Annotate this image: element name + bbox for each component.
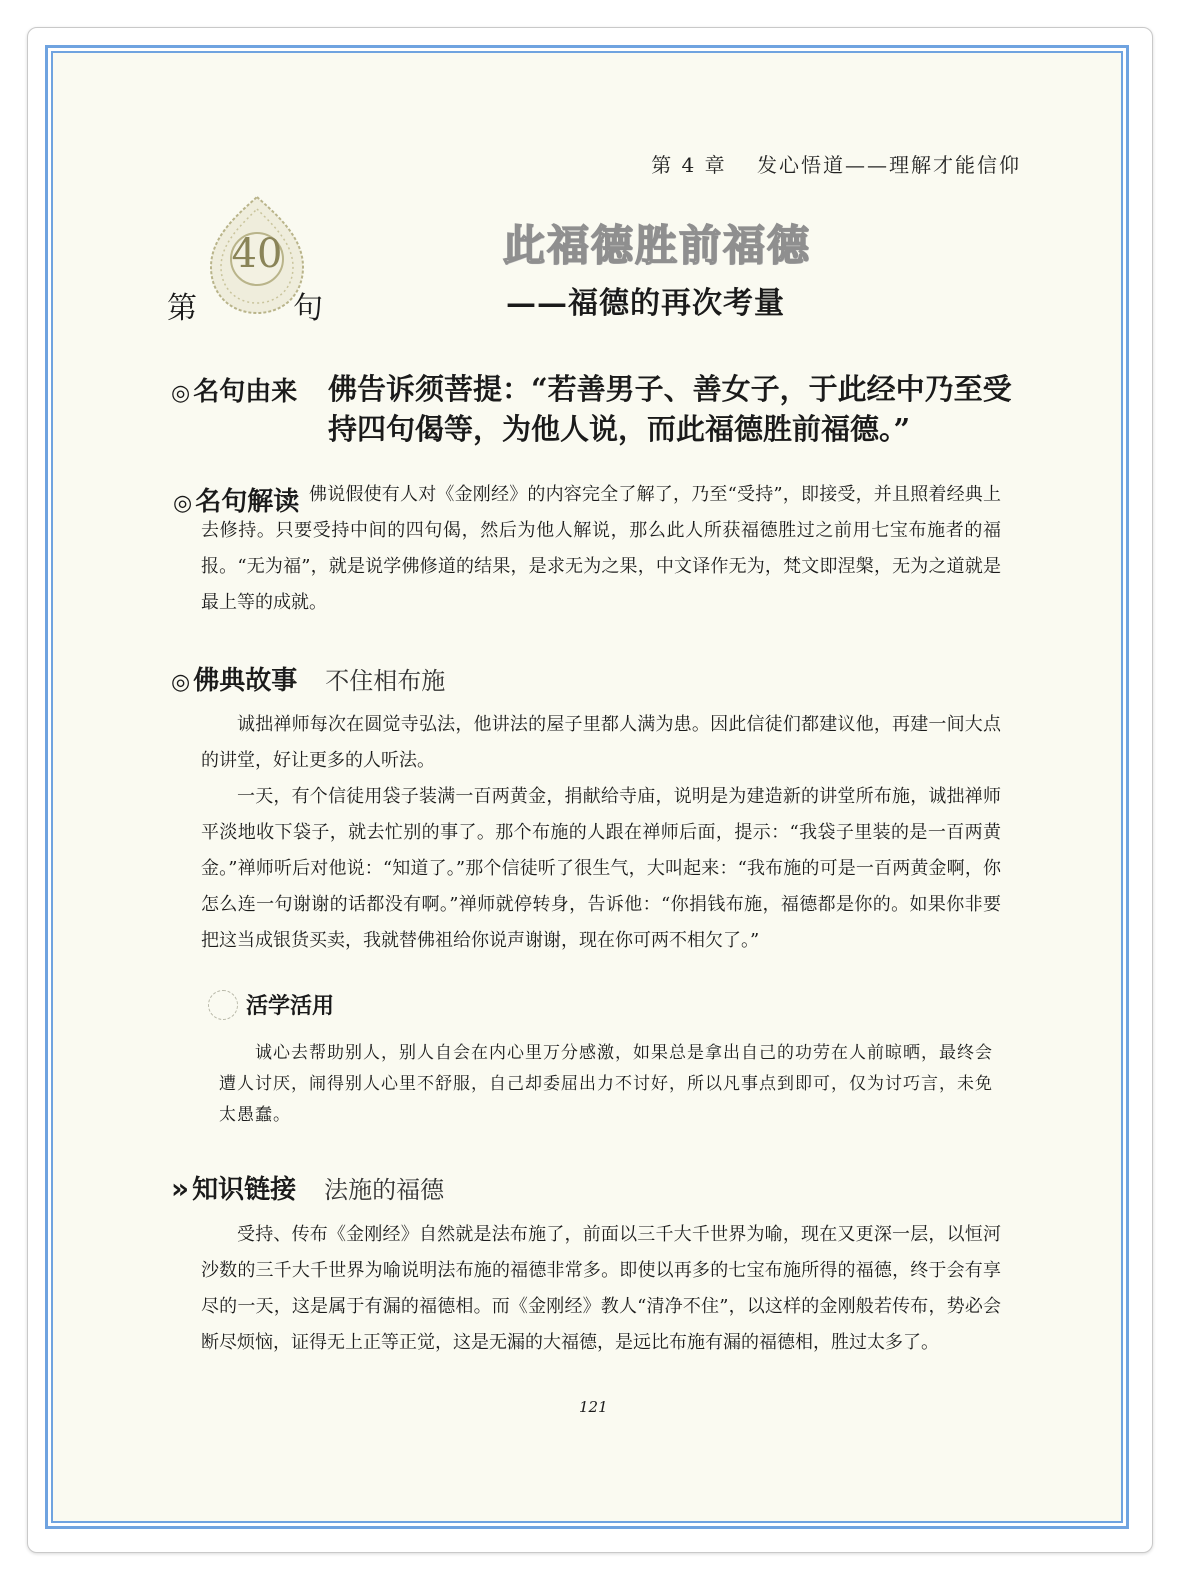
section-origin-label: 名句由来 <box>193 377 298 407</box>
story-text <box>201 707 1001 959</box>
origin-quote <box>328 369 1048 449</box>
interpret-paragraph: 佛说假使有人对《金刚经》的内容完全了解了，乃至“受持”，即接受，并且照着经典上去修持。只要受持中间的四句偈，然后为他人解说，那么此人所获福德胜过之前用七宝布施者的福报。“无为福”，就是说学佛修道的结果，是求无为之果，中文译作无为，梵文即涅槃，无为之道就是最上等的成就。 <box>201 484 1001 613</box>
apply-text <box>219 1038 994 1131</box>
apply-paragraph: 诚心去帮助别人，别人自会在内心里万分感激，如果总是拿出自己的功劳在人前晾晒，最终会遭人讨厌，闹得别人心里不舒服，自己却委屈出力不讨好，所以凡事点到即可，仅为讨巧言，未免太愚蠢。 <box>219 1043 993 1125</box>
double-circle-icon: ◎ <box>173 491 193 516</box>
origin-quote-line2: 持四句偈等，为他人说，而此福德胜前福德。” <box>328 412 911 446</box>
chapter-prefix: 第 <box>167 291 197 326</box>
double-circle-icon: ◎ <box>171 381 191 406</box>
section-story-subtitle: 不住相布施 <box>325 667 446 695</box>
double-chevron-icon: » <box>171 1172 190 1205</box>
section-interpret-label: 名句解读 <box>195 487 300 517</box>
story-paragraph-2: 一天，有个信徒用袋子装满一百两黄金，捐献给寺庙，说明是为建造新的讲堂所布施，诚拙禅师平淡地收下袋子，就去忙别的事了。那个布施的人跟在禅师后面，提示：“我袋子里装的是一百两黄金。”禅师听后对他说：“知道了。”那个信徒听了很生气，大叫起来：“我布施的可是一百两黄金啊，你怎么连一句谢谢的话都没有啊。”禅师就停转身，告诉他：“你捐钱布施，福德都是你的。如果你非要把这当成银货买卖，我就替佛祖给你说声谢谢，现在你可两不相欠了。” <box>201 786 1001 951</box>
apply-label: 活学活用 <box>246 994 335 1019</box>
knowledge-text <box>201 1217 1001 1361</box>
section-story-heading <box>171 660 445 697</box>
story-paragraph-1: 诚拙禅师每次在圆觉寺弘法，他讲法的屋子里都人满为患。因此信徒们都建议他，再建一间大点的讲堂，好让更多的人听法。 <box>201 714 1001 771</box>
page-title: 此福德胜前福德 <box>503 221 812 270</box>
chapter-suffix: 句 <box>293 291 323 326</box>
origin-quote-line1: 佛告诉须菩提：“若善男子、善女子，于此经中乃至受 <box>328 372 1012 406</box>
section-origin-heading <box>171 371 297 408</box>
section-knowledge-subtitle: 法施的福德 <box>324 1176 445 1204</box>
chapter-mark <box>167 193 347 326</box>
dotted-circle-icon <box>208 990 238 1020</box>
section-knowledge-heading <box>171 1169 444 1206</box>
chapter-number: 40 <box>231 231 283 277</box>
running-head: 第 4 章 发心悟道——理解才能信仰 <box>651 153 1021 177</box>
page-number: 121 <box>579 1398 608 1416</box>
section-knowledge-label: 知识链接 <box>192 1175 297 1205</box>
apply-heading <box>208 989 334 1020</box>
section-story-label: 佛典故事 <box>193 666 298 696</box>
double-circle-icon: ◎ <box>171 670 191 695</box>
book-page <box>53 53 1121 1521</box>
interpret-text <box>201 477 1001 621</box>
page-subtitle: ——福德的再次考量 <box>506 286 785 321</box>
knowledge-paragraph: 受持、传布《金刚经》自然就是法布施了，前面以三千大千世界为喻，现在又更深一层，以恒河沙数的三千大千世界为喻说明法布施的福德非常多。即使以再多的七宝布施所得的福德，终于会有享尽的一天，这是属于有漏的福德相。而《金刚经》教人“清净不住”，以这样的金刚般若传布，势必会断尽烦恼，证得无上正等正觉，这是无漏的大福德，是远比布施有漏的福德相，胜过太多了。 <box>201 1224 1001 1353</box>
